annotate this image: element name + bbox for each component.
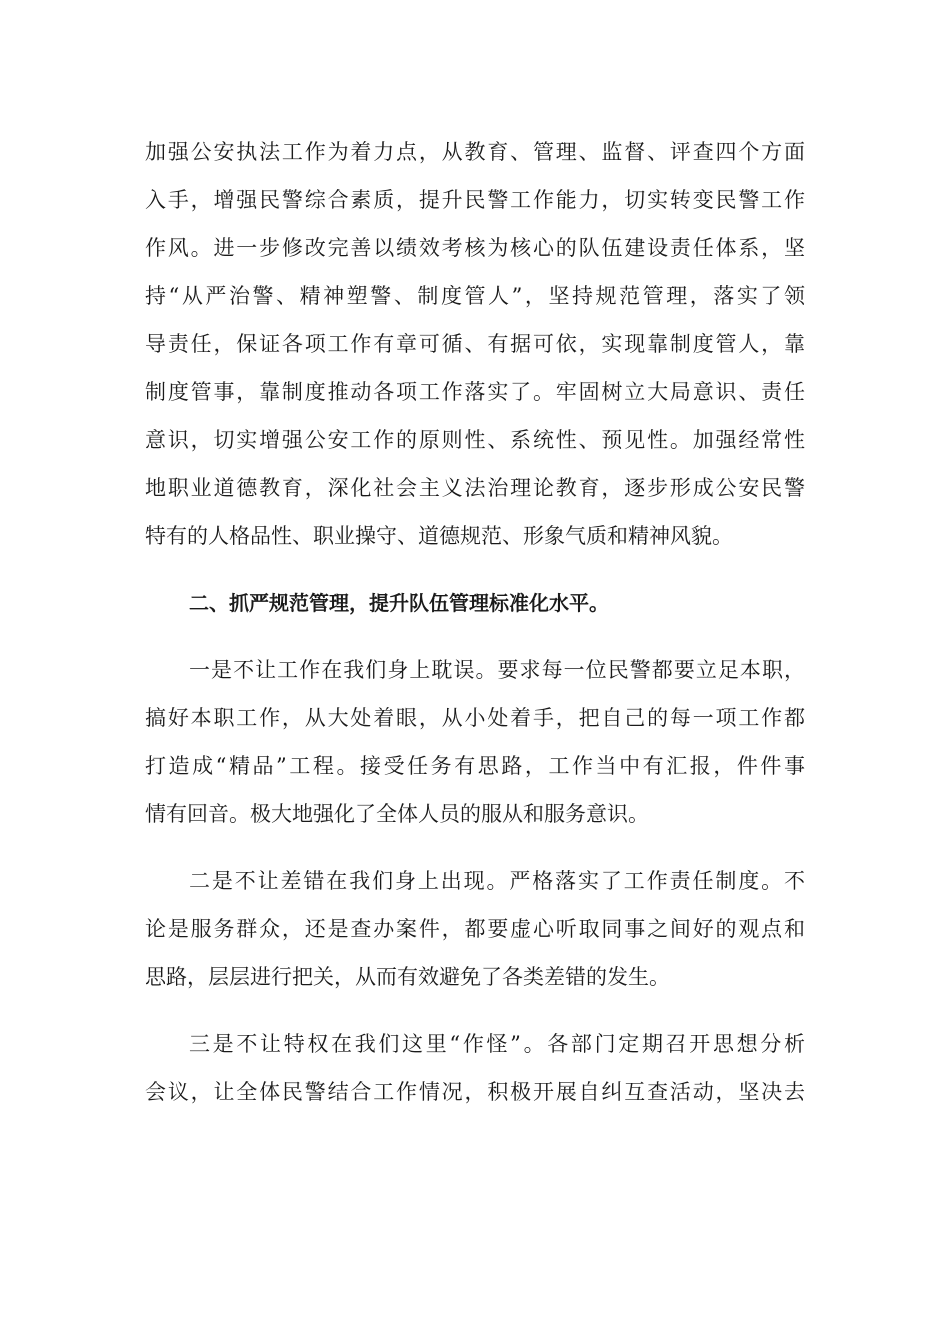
text-line: 情有回音。极大地强化了全体人员的服从和服务意识。 bbox=[145, 802, 649, 826]
text-line: 论是服务群众，还是查办案件，都要虚心听取同事之间好的观点和 bbox=[145, 917, 805, 941]
text-line: 二是不让差错在我们身上出现。严格落实了工作责任制度。不 bbox=[189, 869, 805, 893]
text-line: 会议，让全体民警结合工作情况，积极开展自纠互查活动，坚决去 bbox=[145, 1080, 805, 1104]
text-line: 加强公安执法工作为着力点，从教育、管理、监督、评查四个方面 bbox=[145, 140, 805, 164]
paragraph-third-point bbox=[145, 1020, 805, 1116]
text-line: 地职业道德教育，深化社会主义法治理论教育，逐步形成公安民警 bbox=[145, 476, 805, 500]
text-line: 搞好本职工作，从大处着眼，从小处着手，把自己的每一项工作都 bbox=[145, 706, 805, 730]
text-line: 意识，切实增强公安工作的原则性、系统性、预见性。加强经常性 bbox=[145, 428, 805, 452]
paragraph-second-point bbox=[145, 857, 805, 1001]
text-line: 三是不让特权在我们这里“作怪”。各部门定期召开思想分析 bbox=[189, 1032, 805, 1056]
text-line: 一是不让工作在我们身上耽误。要求每一位民警都要立足本职， bbox=[189, 658, 805, 682]
text-line: 特有的人格品性、职业操守、道德规范、形象气质和精神风貌。 bbox=[145, 524, 733, 548]
text-line: 入手，增强民警综合素质，提升民警工作能力，切实转变民警工作 bbox=[145, 188, 805, 212]
paragraph-first-point bbox=[145, 646, 805, 838]
text-line: 作风。进一步修改完善以绩效考核为核心的队伍建设责任体系，坚 bbox=[145, 236, 805, 260]
text-line: 思路，层层进行把关，从而有效避免了各类差错的发生。 bbox=[145, 965, 670, 989]
text-line: 打造成“精品”工程。接受任务有思路，工作当中有汇报，件件事 bbox=[145, 754, 805, 778]
text-line: 持“从严治警、精神塑警、制度管人”，坚持规范管理，落实了领 bbox=[145, 284, 805, 308]
text-line: 导责任，保证各项工作有章可循、有据可依，实现靠制度管人，靠 bbox=[145, 332, 805, 356]
paragraph-continuation bbox=[145, 128, 805, 560]
document-body bbox=[145, 128, 805, 1135]
section-heading: 二、抓严规范管理，提升队伍管理标准化水平。 bbox=[189, 591, 609, 615]
text-line: 制度管事，靠制度推动各项工作落实了。牢固树立大局意识、责任 bbox=[145, 380, 805, 404]
